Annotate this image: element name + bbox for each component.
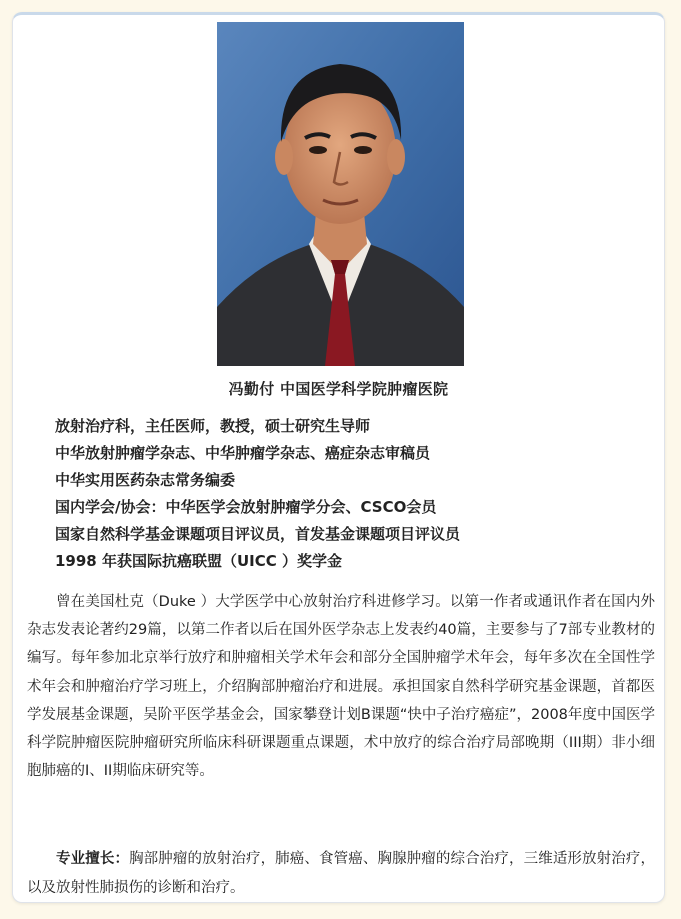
specialty-text: 胸部肿瘤的放射治疗，肺癌、食管癌、胸腺肿瘤的综合治疗，三维适形放射治疗，以及放射性肺损伤的诊断和治疗。: [27, 851, 655, 896]
title-line: 1998 年获国际抗癌联盟（UICC ）奖学金: [55, 552, 342, 570]
profile-card: [12, 12, 665, 903]
title-line: 中华实用医药杂志常务编委: [55, 471, 236, 489]
title-list: [55, 413, 655, 575]
doctor-name-caption: 冯勤付 中国医学科学院肿瘤医院: [228, 380, 449, 398]
title-line: 中华放射肿瘤学杂志、中华肿瘤学杂志、癌症杂志审稿员: [55, 444, 431, 462]
title-line: 国内学会/协会：中华医学会放射肿瘤学分会、CSCO会员: [55, 498, 437, 516]
title-line: 放射治疗科，主任医师，教授，硕士研究生导师: [55, 417, 371, 435]
title-line: 国家自然科学基金课题项目评议员，首发基金课题项目评议员: [55, 525, 461, 543]
specialty-label: 专业擅长：: [56, 851, 130, 867]
biography-paragraph: 曾在美国杜克（Duke ）大学医学中心放射治疗科进修学习。以第一作者或通讯作者在国内外杂志发表论著约29篇，以第二作者以后在国外医学杂志上发表约40篇，主要参与了7部专业教材的编写。每年参加北京举行放疗和肿瘤相关学术年会和部分全国肿瘤学术年会，每年多次在全国性学术年会和肿瘤治疗学习班上，介绍胸部肿瘤治疗和进展。承担国家自然科学研究基金课题，首都医学发展基金课题，吴阶平医学基金会，国家攀登计划B课题“快中子治疗癌症”，2008年度中国医学科学院肿瘤医院肿瘤研究所临床科研课题重点课题，术中放疗的综合治疗局部晚期（III期）非小细胞肺癌的I、II期临床研究等。: [27, 594, 655, 780]
specialty-paragraph: [27, 845, 655, 902]
portrait-photo: [217, 22, 464, 366]
